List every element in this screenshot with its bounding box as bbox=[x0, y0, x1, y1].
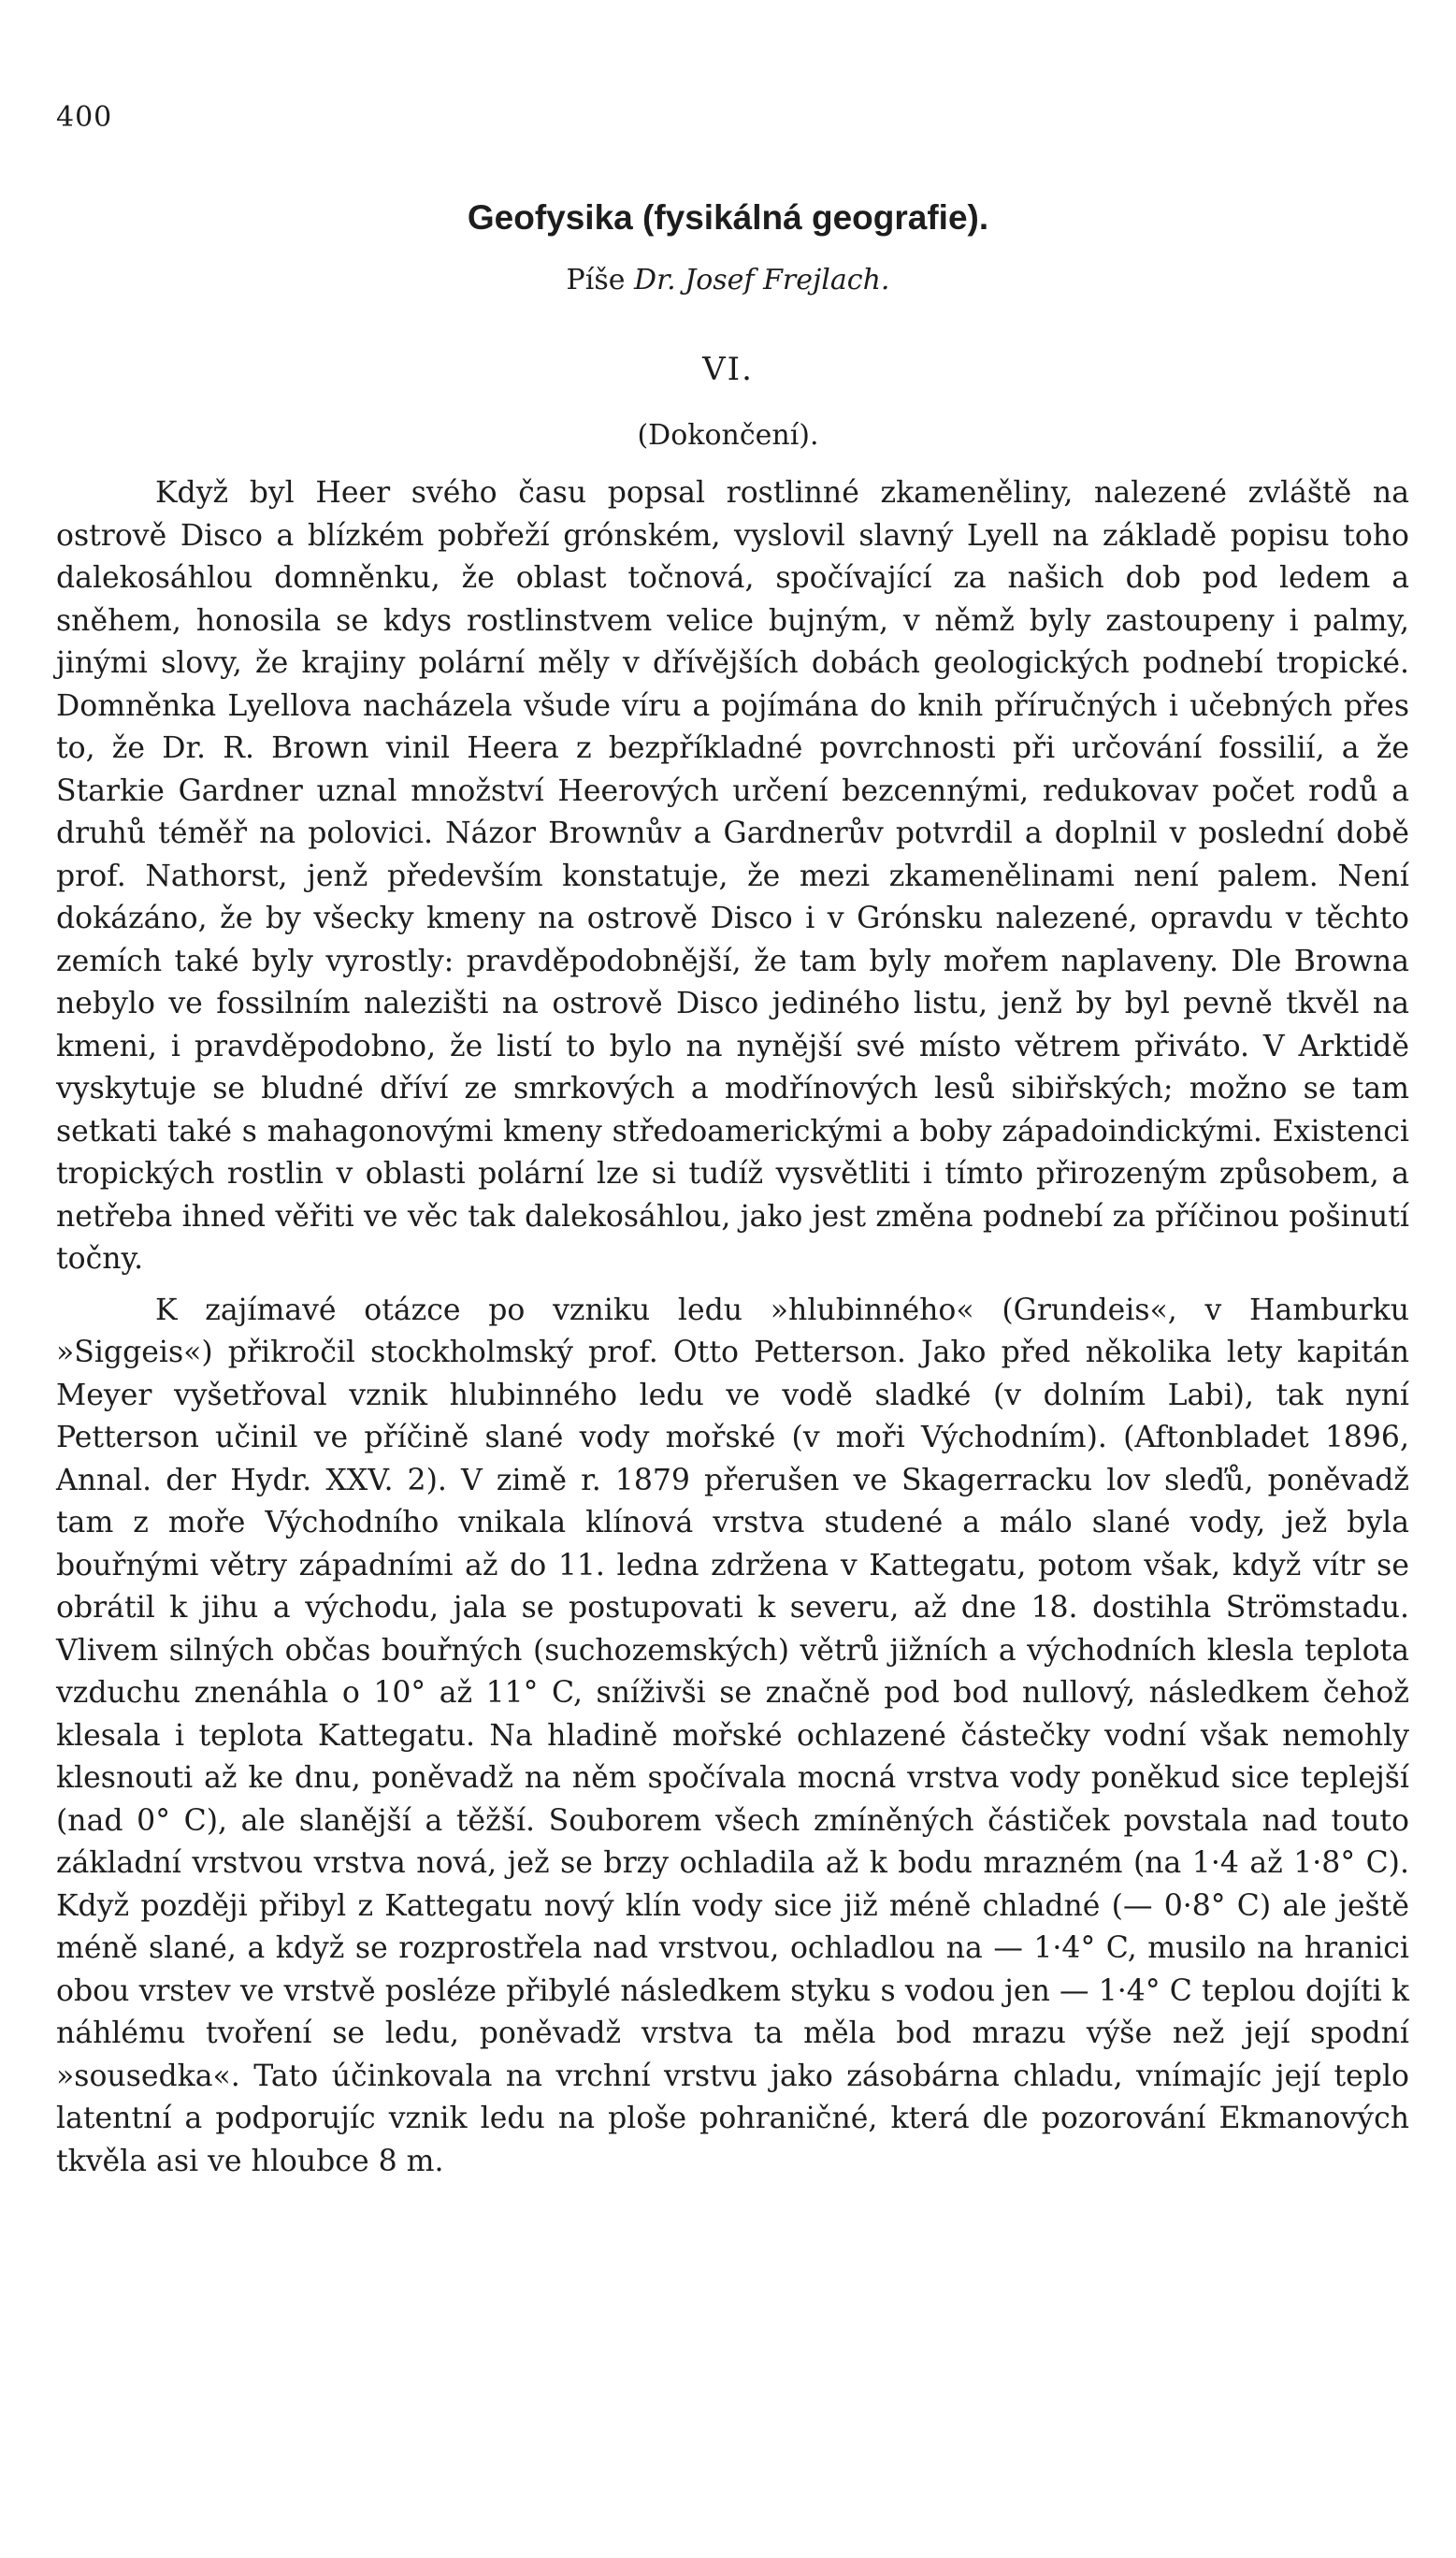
page-number: 400 bbox=[56, 101, 113, 134]
byline-prefix: Píše bbox=[566, 264, 626, 296]
paragraph: Když byl Heer svého času popsal rostlinné zkameněliny, nalezené zvláště na ostrově Disco a blízkém pobřeží grónském, vyslovil slavný Lyell na základě popisu toho dalekosáhlou domněnku, že oblast točnová, spočívající za našich dob pod ledem a sněhem, honosila se kdys rostlinstvem velice bujným, v němž byly zastoupeny i palmy, jinými slovy, že krajiny polární měly v dřívějších dobách geologických podnebí tropické. Domněnka Lyellova nacházela všude víru a pojímána do knih příručných i učebných přes to, že Dr. R. Brown vinil Heera z bezpříkladné povrchnosti při určování fossilií, a že Starkie Gardner uznal množství Heerových určení bezcennými, redukovav počet rodů a druhů téměř na polovici. Názor Brownův a Gardnerův potvrdil a doplnil v poslední době prof. Nathorst, jenž především konstatuje, že mezi zkamenělinami není palem. Není dokázáno, že by všecky kmeny na ostrově Disco i v Grónsku nalezené, opravdu v těchto zemích také byly vyrostly: pravděpodobnější, že tam byly mořem naplaveny. Dle Browna nebylo ve fossilním nalezišti na ostrově Disco jediného listu, jenž by byl pevně tkvěl na kmeni, i pravděpodobno, že listí to bylo na nynější své místo větrem přiváto. V Arktidě vyskytuje se bludné dříví ze smrkových a modřínových lesů sibiřských; možno se tam setkati také s mahagonovými kmeny středoamerickými a boby západoindickými. Existenci tropických rostlin v oblasti polární lze si tudíž vysvětliti i tímto přirozeným způsobem, a netřeba ihned věřiti ve věc tak dalekosáhlou, jako jest změna podnebí za příčinou pošinutí točny. bbox=[56, 476, 1409, 1276]
byline bbox=[0, 264, 1456, 296]
section-note: (Dokončení). bbox=[637, 419, 819, 452]
author-name: Dr. Josef Frejlach. bbox=[634, 264, 890, 296]
section-number: VI. bbox=[702, 351, 754, 388]
paragraph: K zajímavé otázce po vzniku ledu »hlubinného« (Grundeis«, v Hamburku »Siggeis«) přikročil stockholmský prof. Otto Petterson. Jako před několika lety kapitán Meyer vyšetřoval vznik hlubinného ledu ve vodě sladké (v dolním Labi), tak nyní Petterson učinil ve příčině slané vody mořské (v moři Východním). (Aftonbladet 1896, Annal. der Hydr. XXV. 2). V zimě r. 1879 přerušen ve Skagerracku lov sleďů, poněvadž tam z moře Východního vnikala klínová vrstva studené a málo slané vody, jež byla bouřnými větry západními až do 11. ledna zdržena v Kattegatu, potom však, když vítr se obrátil k jihu a východu, jala se postupovati k severu, až dne 18. dostihla Strömstadu. Vlivem silných občas bouřných (suchozemských) větrů jižních a východních klesla teplota vzduchu znenáhla o 10° až 11° C, sníživši se značně pod bod nullový, následkem čehož klesala i teplota Kattegatu. Na hladině mořské ochlazené částečky vodní však nemohly klesnouti až ke dnu, poněvadž na něm spočívala mocná vrstva vody poněkud sice teplejší (nad 0° C), ale slanější a těžší. Souborem všech zmíněných částiček povstala nad touto základní vrstvou vrstva nová, jež se brzy ochladila až k bodu mrazném (na 1·4 až 1·8° C). Když později přibyl z Kattegatu nový klín vody sice již méně chladné (— 0·8° C) ale ještě méně slané, a když se rozprostřela nad vrstvou, ochladlou na — 1·4° C, musilo na hranici obou vrstev ve vrstvě posléze přibylé následkem styku s vodou jen — 1·4° C teplou dojíti k náhlému tvoření se ledu, poněvadž vrstva ta měla bod mrazu výše než její spodní »sousedka«. Tato účinkovala na vrchní vrstvu jako zásobárna chladu, vnímajíc její teplo latentní a podporujíc vznik ledu na ploše pohraničné, která dle pozorování Ekmanových tkvěla asi ve hloubce 8 m. bbox=[56, 1293, 1409, 2178]
article-title: Geofysika (fysikálná geografie). bbox=[467, 198, 989, 237]
article-body bbox=[56, 472, 1409, 2183]
